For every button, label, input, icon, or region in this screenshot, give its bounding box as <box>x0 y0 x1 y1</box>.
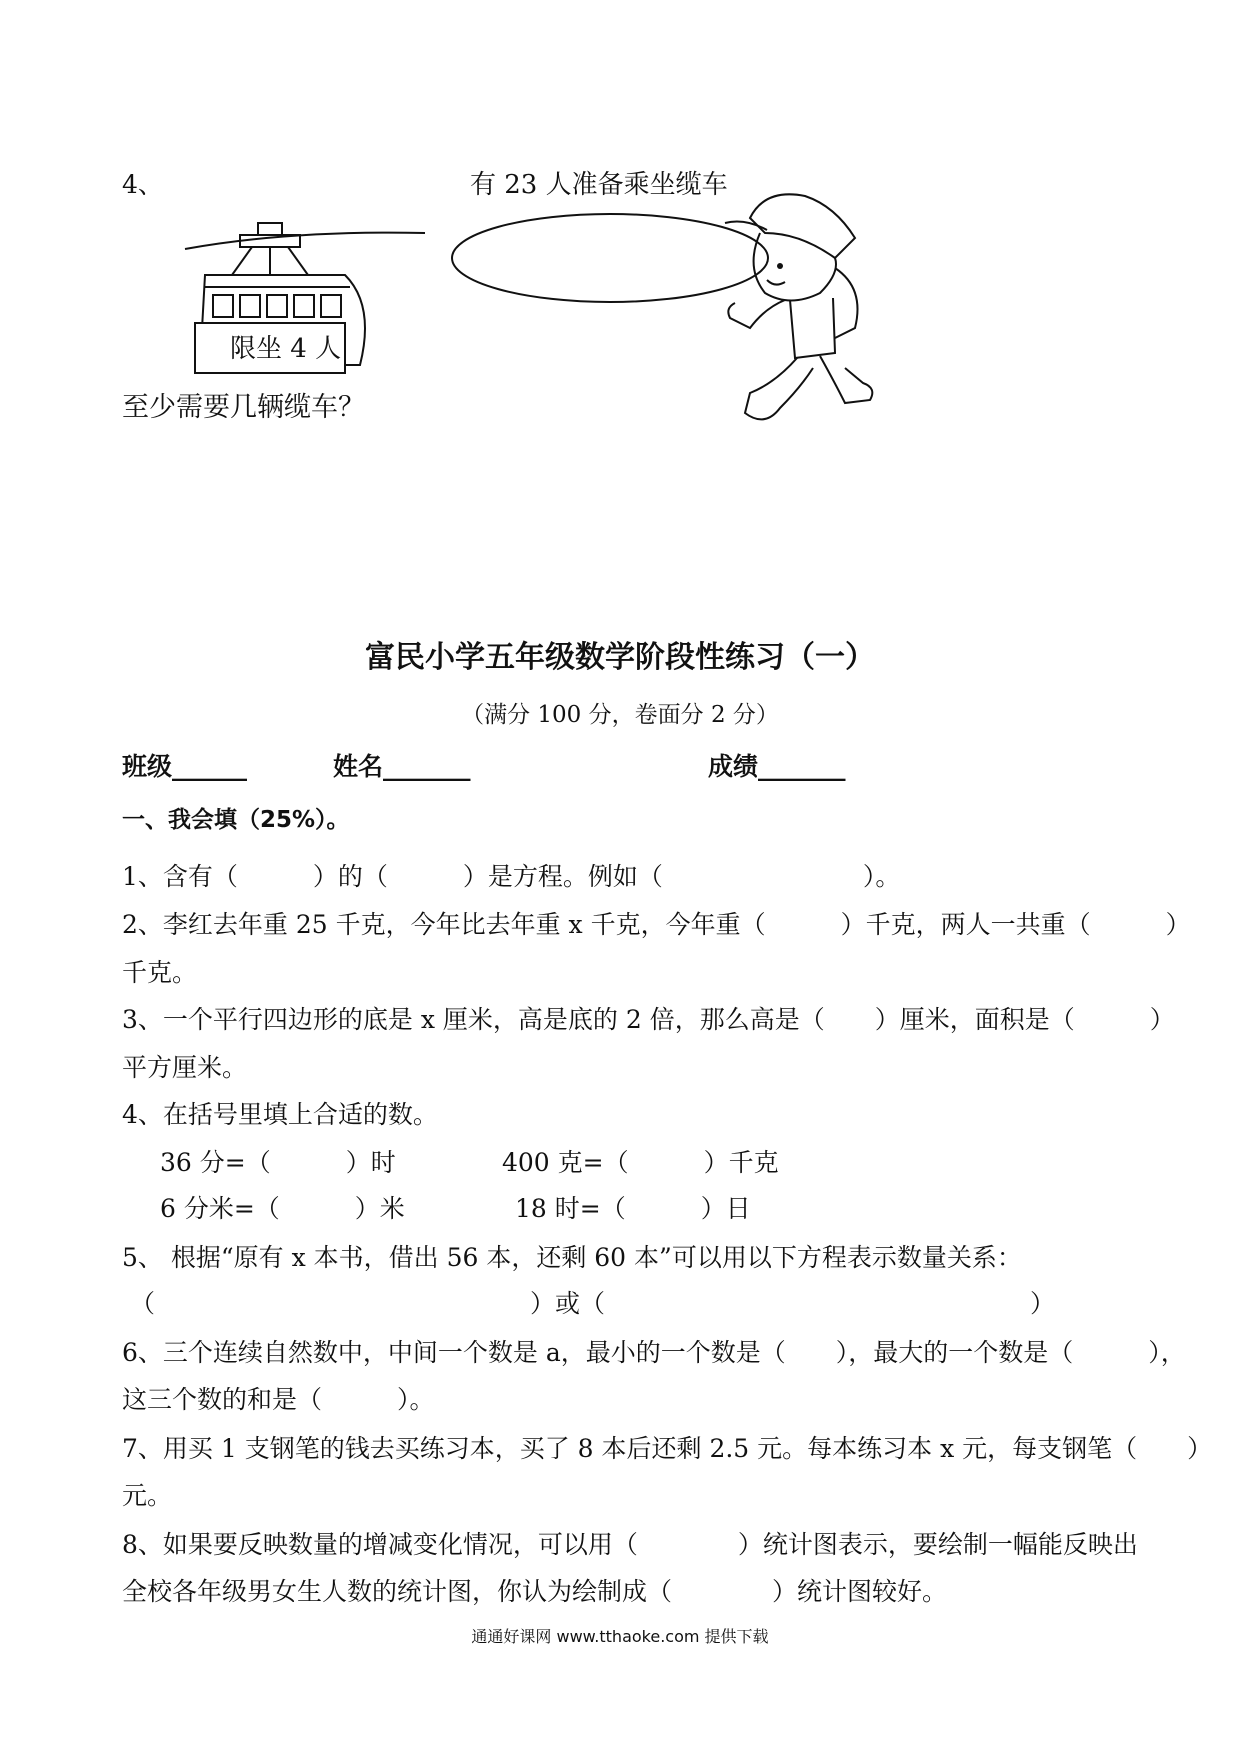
question-5-line-1: 5、 根据“原有 x 本书，借出 56 本，还剩 60 本”可以用以下方程表示数量关系： <box>122 1243 1022 1272</box>
question-4a: 36 分=（ ）时 <box>160 1148 396 1177</box>
name-field: 姓名_______ <box>333 752 471 781</box>
score-field: 成绩_______ <box>708 752 846 781</box>
cable-car-sign: 限坐 4 人 <box>230 334 342 364</box>
question-8-line-1: 8、如果要反映数量的增减变化情况，可以用（ ）统计图表示，要绘制一幅能反映出 <box>122 1530 1138 1559</box>
question-7-line-2: 元。 <box>122 1481 173 1510</box>
question-4b: 400 克=（ ）千克 <box>502 1148 779 1177</box>
question-8-line-2: 全校各年级男女生人数的统计图，你认为绘制成（ ）统计图较好。 <box>122 1577 948 1606</box>
problem-number: 4、 <box>122 170 163 199</box>
class-field: 班级______ <box>122 752 248 781</box>
question-1: 1、含有（ ）的（ ）是方程。例如（ ）。 <box>122 862 901 891</box>
section-heading: 一、我会填（25%）。 <box>122 807 350 833</box>
question-2-line-1: 2、李红去年重 25 千克，今年比去年重 x 千克，今年重（ ）千克，两人一共重（ ） <box>122 910 1191 939</box>
question-2-line-2: 千克。 <box>122 958 198 987</box>
walking-boy-illustration <box>705 188 885 438</box>
question-3-line-1: 3、一个平行四边形的底是 x 厘米，高是底的 2 倍，那么高是（ ）厘米，面积是（ ） <box>122 1005 1175 1034</box>
question-6-line-2: 这三个数的和是（ ）。 <box>122 1385 435 1414</box>
problem-question: 至少需要几辆缆车？ <box>122 392 365 423</box>
question-4c: 6 分米=（ ）米 <box>160 1194 405 1223</box>
question-4d: 18 时=（ ）日 <box>515 1194 751 1223</box>
question-3-line-2: 平方厘米。 <box>122 1053 248 1082</box>
question-7-line-1: 7、用买 1 支钢笔的钱去买练习本，买了 8 本后还剩 2.5 元。每本练习本 x 元，每支钢笔（ ） <box>122 1434 1213 1463</box>
footer-text: 通通好课网 www.tthaoke.com 提供下载 <box>471 1627 769 1646</box>
question-6-line-1: 6、三个连续自然数中，中间一个数是 a，最小的一个数是（ ），最大的一个数是（ ）， <box>122 1338 1186 1367</box>
page-subtitle: （满分 100 分，卷面分 2 分） <box>461 702 779 728</box>
speech-bubble-text: 有 23 人准备乘坐缆车 <box>470 170 728 200</box>
page-title: 富民小学五年级数学阶段性练习（一） <box>365 640 875 675</box>
question-4: 4、在括号里填上合适的数。 <box>122 1100 438 1129</box>
question-5-line-2: （ ）或（ ） <box>130 1289 1056 1318</box>
